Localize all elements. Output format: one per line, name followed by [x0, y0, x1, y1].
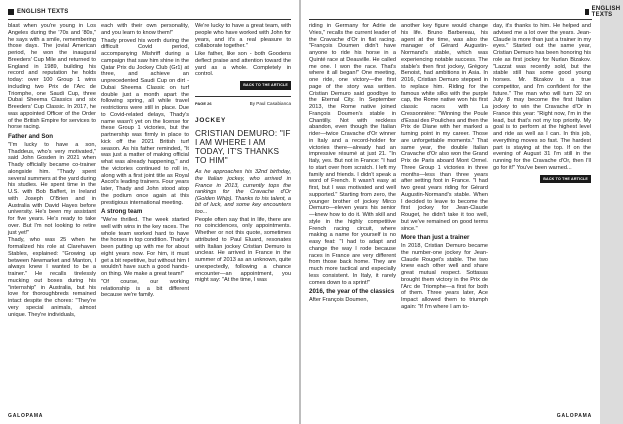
left-column-3: [195, 23, 291, 407]
right-column-1: [309, 23, 396, 407]
back-wrap: [195, 81, 291, 90]
paragraph: People often say that in life, there are no coincidences, only appointments. Whether or not this quote, sometimes attributed to Paul Eluard, resonates with Italian jockey Cristian Demuro is unclear. He arrived in France in the summer of 2013 as an unknown, quite unexpectedly, following a chance encounter—an appointment, you might say: "At the time, I was: [195, 216, 291, 284]
paragraph: blast when you're young in Los Angeles during the '70s and '80s," he says with a smile, remembering those days. The jovial American period, he won the inaugural Breeders' Cup Mile and returned to England in 1989, building his record and reputation he holds today: over 100 Group 1 wins including two Prix de l'Arc de Triomphe, one Saudi Cup, three Dubai Sheema Classics and six Breeders' Cup Classic. In 2017, he was appointed Officer of the Order of the British Empire for services to horse racing.: [8, 23, 96, 131]
left-column-1: [8, 23, 96, 407]
article-headline: CRISTIAN DEMURO: "IF I AM WHERE I AM TODAY, IT'S THANKS TO HIM": [195, 129, 291, 165]
paragraph: We're lucky to have a great team, with people who have worked with John for years, and it's a real pleasure to collaborate together.": [195, 23, 291, 50]
subheading: More than just a trainer: [401, 234, 470, 242]
section-header: [8, 7, 69, 17]
paragraph: "Of course, our working relationship is a bit different because we're family.: [101, 278, 189, 299]
right-column-2: [401, 23, 488, 407]
left-page: [0, 0, 299, 424]
footer-brand: GALOPAMA: [8, 413, 44, 419]
standfirst: As he approaches his 32nd birthday, the Italian jockey, who arrived in France in 2013, currently tops the rankings for the Cravache d'Or (Golden Whip). Thanks to his talent, a bit of luck, and some key encounters too...: [195, 169, 291, 215]
paragraph: After François Doumen,: [309, 297, 369, 303]
paragraph: Thady proved his worth during the difficult Covid period, accompanying Mishriff during a campaign that saw him shine in the Qatar Prix du Jockey Club (Gr1) at three, and achieve an unprecedented Saudi Cup on dirt - Dubai Sheema Classic on turf double just a month apart the following spring, all while travel restrictions were still in place. Due to Covid-related delays, Thady's name wasn't yet on the license for these Group 1 victories, but the partnership was firmly in place to kick off the 2021 British turf season. As his father reminded, "It was just a matter of making official what was already happening," and the victories continued to roll in, along with a first joint title as Royal Ascot's leading trainers. Four years later, Thady and John stood atop the podium once again at this prestigious international meeting.: [101, 37, 189, 206]
paragraph: riding in Germany for Adrie de Vries," recalls the current leader of the Cravache d'Or in flat racing. "François Doumen didn't have anyone to ride his horse in a Quinté race at Deauville. He called me one. I won the race. That's where it all began!" One meeting, one ride, one victory—the first page of the story was written. Cristian Demuro said goodbye to the Eternal City. In September 2013, the Rome native joined François Doumen's stable in Chantilly. Not with reckless abandon, even though the Italian rider—twice Cravache d'Or winner in Italy and a record-holder for victories there—already had an impressive résumé at just 21. "In Italy, yes. But not in France: "I had to start over from scratch. I left my family and friends. I didn't speak a word of French. It wasn't easy at first, but I was motivated and well supported." Starting from zero, the younger brother of jockey Mirco Demuro—eleven years his senior—knew how to do it. With skill and style in the highly competitive French racing circuit, where making a name for yourself is no easy feat: "I had to adapt and change the way I rode because races in France are very different from those back home. They are much more tactical and especially less consistent. In Italy, it rarely comes down to a sprint!": [309, 23, 396, 286]
subheading: A strong team: [101, 208, 143, 216]
right-column-3: [493, 23, 591, 407]
paragraph: In 2018, Cristian Demuro became the number-one jockey for Jean-Claude Rouget's stable. The two knew each other well and share great mutual respect. Sottasas brought them victory in the Prix de l'Arc de Triomphe—a first for both of them. Three years later, Ace Impact allowed them to triumph again: "If I'm where I am to-: [401, 243, 488, 310]
header-rule: [8, 19, 291, 20]
subheading: Father and Son: [8, 133, 54, 140]
header-rule: [309, 19, 592, 20]
paragraph: day, it's thanks to him. He helped and advised me a lot over the years. Jean-Claude is more than just a trainer in my eyes." Started out the same year, Cristian Demuro has been honoring his role as first jockey for Nurlan Bizakov. "Lazzat was recently sold, but the stable still has some good young horses. Mr. Bizakov is a true competitor, and I'm confident for the future." The man who will turn 32 on July 8 may become the first Italian jockey to win the Cravache d'Or in France this year: "Right now, I'm in the lead, but that's not my top priority. My goal is to perform at the highest level and ride as well as I can. In this job, everything moves so fast. The hardest part is staying at the top. If on the evening of August 31 I'm still in the running for the Cravache d'Or, then I'll go for it!" You've been warned...: [493, 23, 591, 171]
back-wrap: [493, 175, 591, 184]
paragraph: "We're thrilled. The week started well with wins in the key races. The whole team worked hard to have the horses in top condition. Thady's been putting up with me for about eight years now. For him, it must get a bit repetitive, but without him I wouldn't have such a good hands-on thing. We make a great team!": [101, 217, 189, 277]
paragraph: "I'm lucky to have a son, Thaddeus, who's very motivated," said John Gosden in 2021 when Thady officially became co-trainer alongside him. "Thady spent several summers at the yard during his studies. He spent time in the U.S. with Bob Baffert, in Ireland with Joseph O'Brien and in Australia with David Hayes before university. He's been my assistant for five years. He's ready to take over. But I'm not looking to retire just yet!": [8, 141, 96, 236]
back-to-article-button[interactable]: BACK TO THE ARTICLE: [240, 81, 291, 90]
kicker: JOCKEY: [195, 116, 227, 124]
section-header: [585, 7, 623, 17]
paragraph: Like father, like son - both Goodens deflect praise and attention toward the yard as a whole. Completely in control.: [195, 51, 291, 78]
byline-row: [195, 101, 291, 108]
section-marker: [8, 9, 14, 15]
paragraph: another key figure would change his life. Bruno Barbereau, his agent at the time, was also the manager of Gérard Augustin-Normand's stable, which was experiencing notable success. The stable's then first jockey, Grégory Benoist, had ambitions in Asia. In 2016, Cristian Demuro stepped in to replace him. Riding for the famous white silks with the purple cap, the Rome native won his first classic races with La Cressonnière: "Winning the Poule d'Essai des Pouliches and then the Prix de Diane with her marked a turning point in my career. Those are unforgettable moments." That same year, the double Italian Cravache d'Or also won the Grand Prix de Paris aboard Mont Ormel. Three Group 1 victories in three months—less than three years after setting foot in France. "I had two great years riding for Gérard Augustin-Normand's stable. When I decided to leave to become the first jockey for Jean-Claude Rouget, he didn't take it too well, but we've remained on good terms since.": [401, 23, 488, 232]
byline: By Paul Casabianca: [249, 100, 291, 106]
right-page: [301, 0, 621, 424]
section-marker: [585, 9, 589, 15]
left-column-2: [101, 23, 189, 407]
paragraph: Thady, who was 25 when he formalized his role at Clarehaven Stables, explained: "Growing up between Newmarket and Manton, I always knew I wanted to be a trainer." He recalls tirelessly mucking out boxes during his "internship" in Australia, but his love for thoroughbreds remained intact despite the chores: "They're very special animals, almost unique. They're individuals,: [8, 237, 96, 318]
section-title: ENGLISH TEXTS: [17, 9, 69, 15]
back-to-article-button[interactable]: BACK TO THE ARTICLE: [540, 175, 591, 184]
section-title: ENGLISH TEXTS: [591, 6, 621, 18]
page-tag[interactable]: PAGE 26: [195, 100, 212, 106]
divider: [195, 96, 291, 97]
paragraph: each with their own personality, and you learn to know them!": [101, 23, 189, 36]
subheading: 2016, the year of the classics: [309, 288, 395, 296]
footer-brand: GALOPAMA: [556, 413, 592, 419]
